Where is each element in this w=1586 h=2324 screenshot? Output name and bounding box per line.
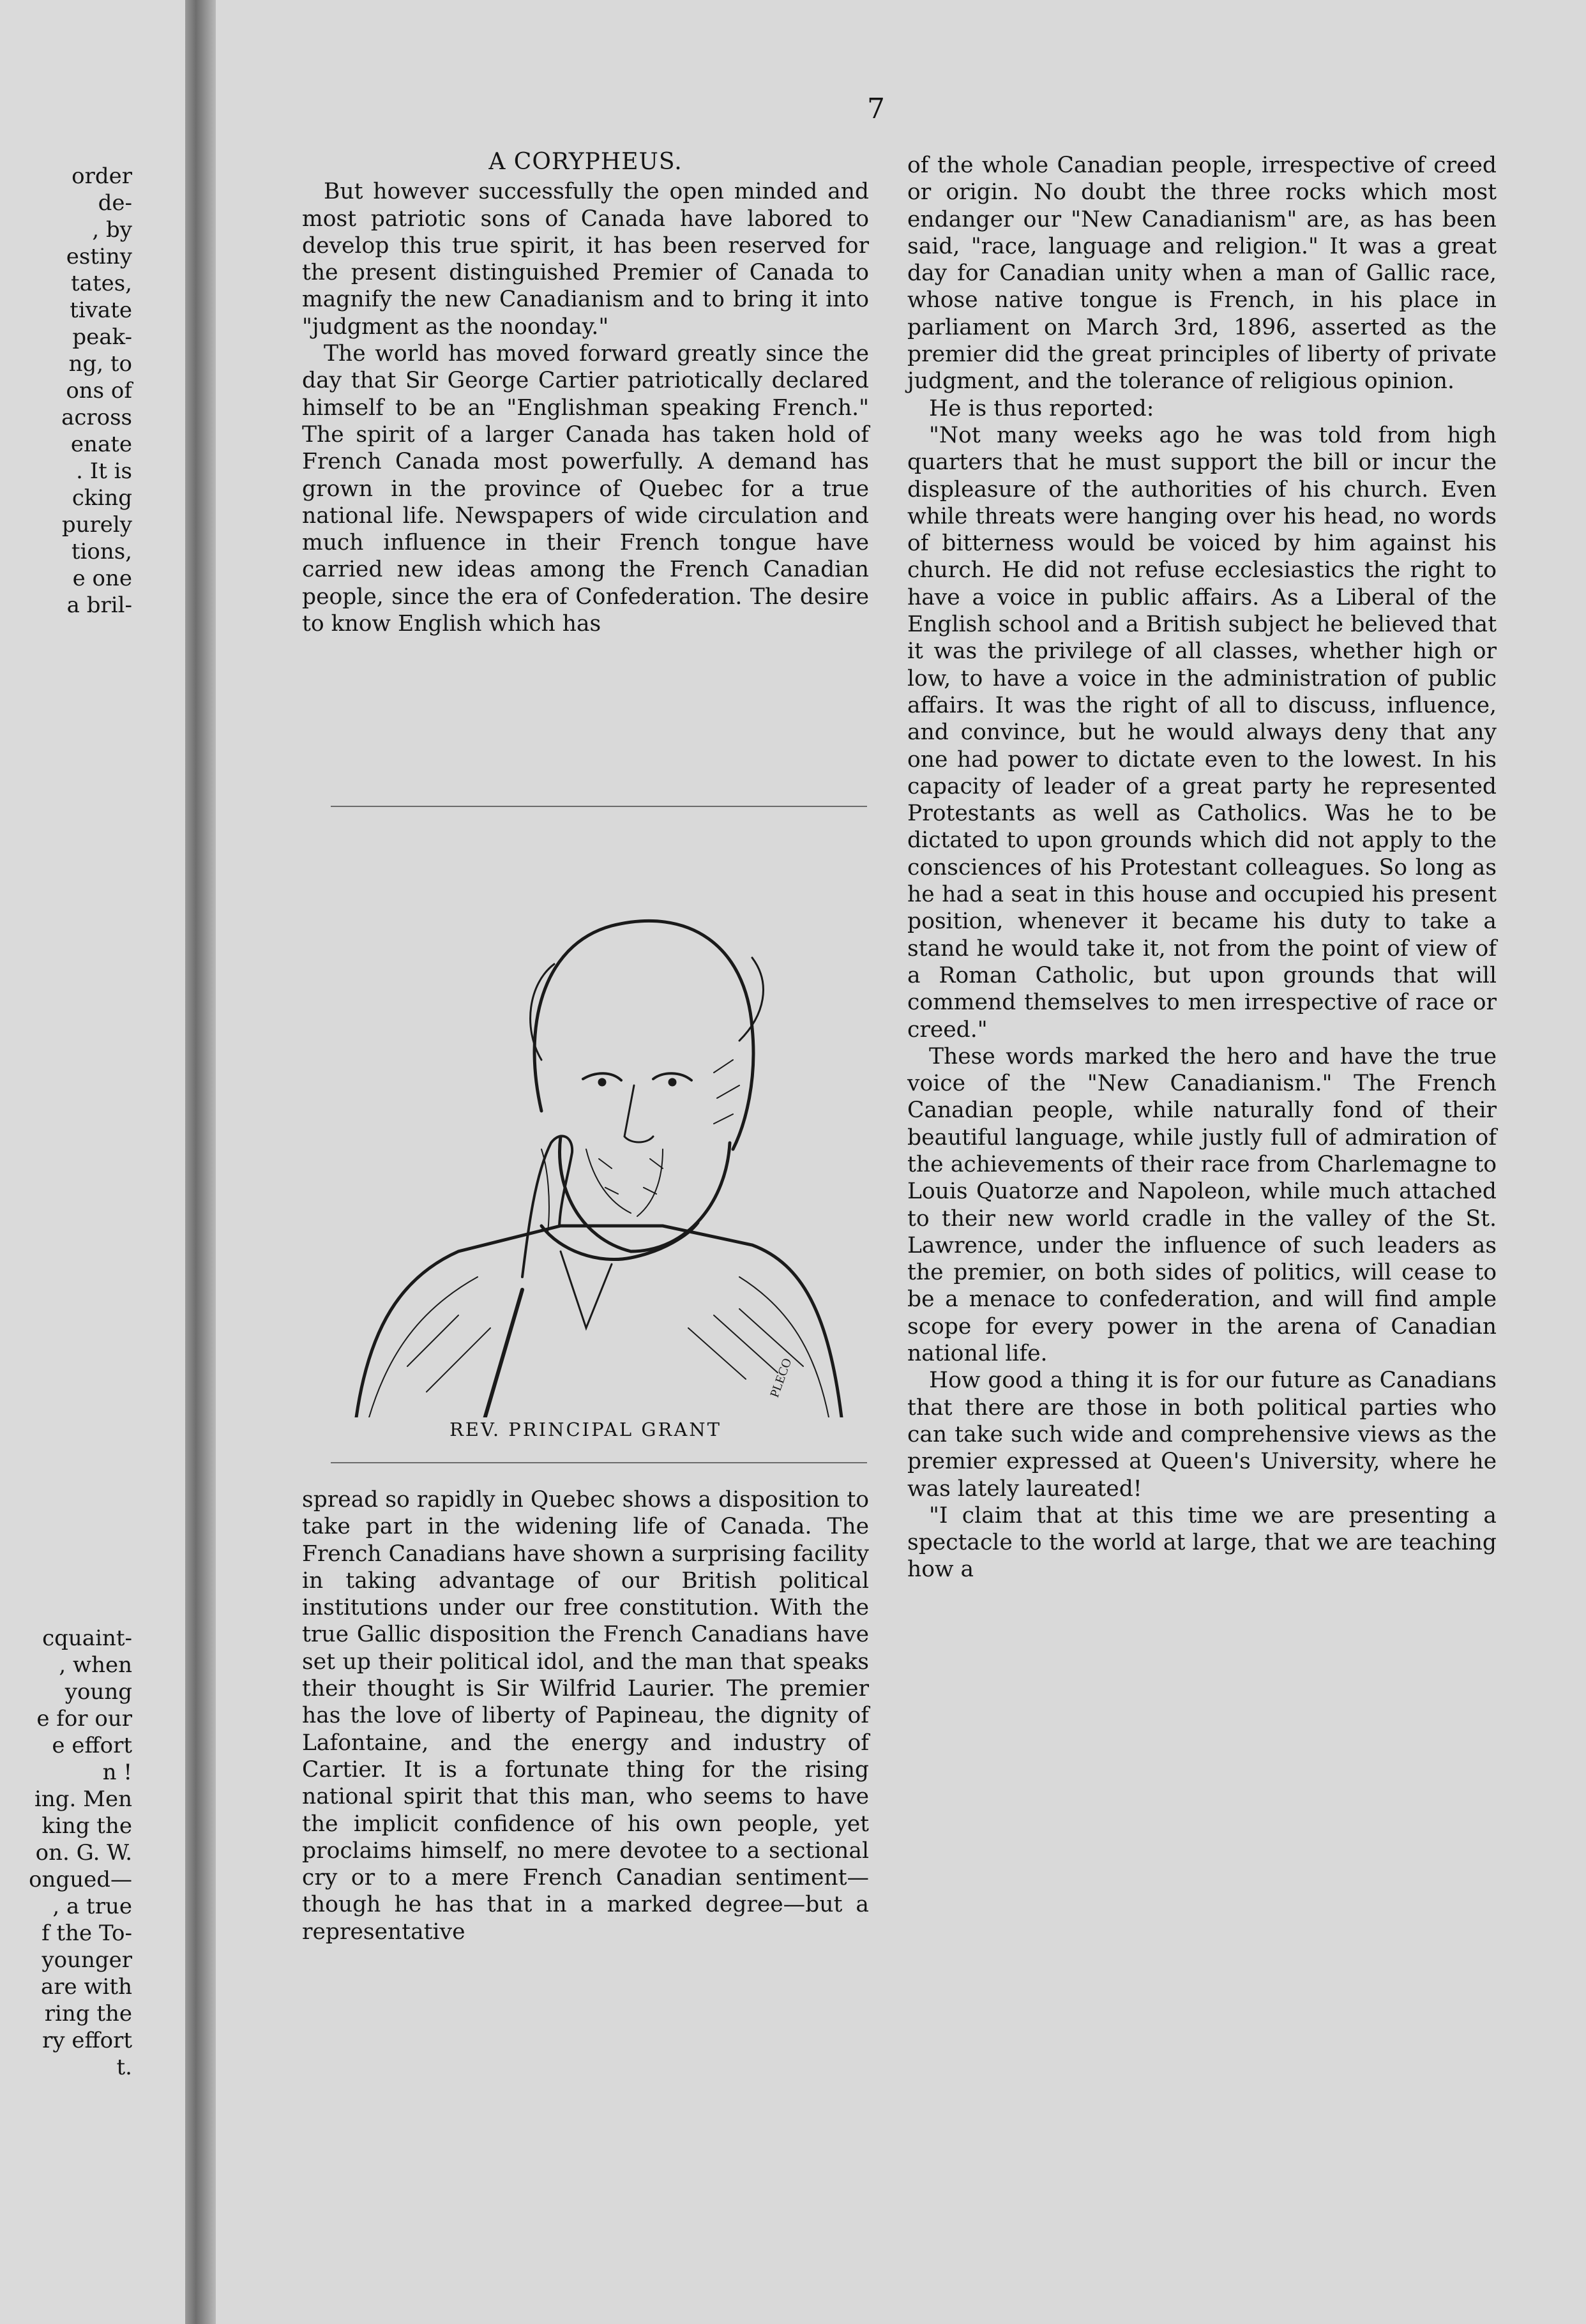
fragment-line: purely <box>61 512 132 538</box>
paragraph: These words marked the hero and have the true voice of the "New Canadianism." The French Canadian people, while naturally fond of their beautiful language, while justly full of admiration of the achievements of their race from Charlemagne to Louis Quatorze and Napoleon, while much attached to their new world cradle in the valley of the St. Lawrence, under the influence of such leaders as the premier, on both sides of politics, will cease to be a menace to confederation, and will find ample scope for every power in the arena of Canadian national life. <box>907 1043 1497 1367</box>
paragraph: "I claim that at this time we are presenting a spectacle to the world at large, that we are teaching how a <box>907 1502 1497 1583</box>
portrait-engraving <box>331 868 867 1417</box>
paragraph: How good a thing it is for our future as Canadians that there are those in both political parties who can take such wide and comprehensive views as the premier expressed at Queen's University, where he was lately laureated! <box>907 1368 1497 1502</box>
magazine-page <box>216 0 1586 2324</box>
fragment-line: king the <box>42 1813 132 1839</box>
fragment-line: e one <box>72 566 132 591</box>
page-number: 7 <box>867 93 885 125</box>
fragment-line: e effort <box>52 1733 132 1758</box>
fragment-line: peak- <box>72 324 132 350</box>
left-fragment-upper <box>61 163 132 619</box>
fragment-line: . It is <box>76 458 132 484</box>
figure-top-rule <box>331 806 867 807</box>
binding-gutter <box>185 0 216 2324</box>
paragraph: spread so rapidly in Quebec shows a disposition to take part in the widening life of Canada. The French Canadians have shown a surprising facility in taking advantage of our British political institutions under our free constitution. With the true Gallic disposition the French Canadians have set up their political idol, and the man that speaks their thought is Sir Wilfrid Laurier. The premier has the love of liberty of Papineau, the dignity of Lafontaine, and the energy and industry of Cartier. It is a fortunate thing for the rising national spirit that this man, who seems to have the implicit confidence of his own people, yet proclaims himself, no mere devotee to a sectional cry or to a mere French Canadian sentiment—though he has that in a marked degree—but a representative <box>302 1487 869 1945</box>
paragraph: The world has moved forward greatly since the day that Sir George Cartier patriotically declared himself to be an "Englishman speaking French." The spirit of a larger Canada has taken hold of French Canada most powerfully. A demand has grown in the province of Quebec for a true national life. Newspapers of wide circulation and much influence in their French tongue have carried new ideas among the French Canadian people, since the era of Confederation. The desire to know English which has <box>302 341 869 637</box>
fragment-line: n ! <box>102 1760 132 1785</box>
left-fragment-lower <box>29 1625 132 2081</box>
fragment-line: young <box>64 1679 132 1705</box>
artist-signature: PLECO <box>767 1356 795 1400</box>
fragment-line: , a true <box>52 1894 132 1919</box>
fragment-line: across <box>61 405 132 430</box>
fragment-line: estiny <box>66 244 132 269</box>
fragment-line: tions, <box>71 539 132 564</box>
left-column-bottom <box>302 1486 869 1945</box>
left-page-fragment <box>0 0 188 2324</box>
fragment-line: ring the <box>44 2001 132 2026</box>
right-column <box>907 152 1497 1583</box>
fragment-line: younger <box>42 1947 132 1973</box>
paragraph: "Not many weeks ago he was told from high quarters that he must support the bill or incur the displeasure of the authorities of his church. Even while threats were hanging over his head, no words of bitterness would be voiced by him against his church. He did not refuse ecclesiastics the right to have a voice in public affairs. As a Liberal of the English school and a British subject he believed that it was the privilege of all classes, whether high or low, to have a voice in the administration of public affairs. It was the right of all to discuss, influence, and convince, but he would always deny that any one had power to dictate even to the lowest. In his capacity of leader of a great party he represented Protestants as well as Catholics. Was he to be dictated to upon grounds which did not apply to the consciences of his Protestant colleagues. So long as he had a seat in this house and occupied his present position, whenever it became his duty to take a stand he would take it, not from the point of view of a Roman Catholic, but upon grounds that will commend themselves to men irrespective of race or creed." <box>907 422 1497 1043</box>
paragraph: of the whole Canadian people, irrespective of creed or origin. No doubt the three rocks which most endanger our "New Canadianism" are, as has been said, "race, language and religion." It was a great day for Canadian unity when a man of Gallic race, whose native tongue is French, in his place in parliament on March 3rd, 1896, asserted as the premier did the great principles of liberty of private judgment, and the tolerance of religious opinion. <box>907 153 1497 395</box>
fragment-line: ing. Men <box>34 1786 132 1812</box>
fragment-line: are with <box>41 1974 132 2000</box>
left-column-top <box>302 149 869 637</box>
fragment-line: ongued— <box>29 1867 132 1892</box>
fragment-line: cking <box>72 485 132 511</box>
fragment-line: order <box>72 163 132 189</box>
fragment-line: f the To- <box>42 1920 132 1946</box>
fragment-line: tivate <box>70 298 132 323</box>
fragment-line: , by <box>92 217 132 243</box>
paragraph: He is thus reported: <box>929 395 1154 421</box>
fragment-line: ng, to <box>68 351 132 377</box>
fragment-line: tates, <box>71 271 132 296</box>
fragment-line: ons of <box>66 378 132 404</box>
fragment-line: enate <box>70 432 132 457</box>
fragment-line: t. <box>116 2055 132 2080</box>
portrait-caption: REV. PRINCIPAL GRANT <box>449 1419 722 1440</box>
fragment-line: de- <box>98 190 132 216</box>
paragraph: But however successfully the open minded and most patriotic sons of Canada have labored to develop this true spirit, it has been reserved for the present distinguished Premier of Canada to magnify the new Canadianism and to bring it into "judgment as the noonday." <box>302 179 869 340</box>
fragment-line: ry effort <box>42 2028 132 2053</box>
fragment-line: e for our <box>36 1706 132 1732</box>
fragment-line: , when <box>59 1652 132 1678</box>
fragment-line: on. G. W. <box>35 1840 132 1866</box>
figure-bottom-rule <box>331 1462 867 1463</box>
fragment-line: cquaint- <box>42 1626 132 1651</box>
article-heading: A CORYPHEUS. <box>488 149 683 175</box>
fragment-line: a bril- <box>66 592 132 618</box>
